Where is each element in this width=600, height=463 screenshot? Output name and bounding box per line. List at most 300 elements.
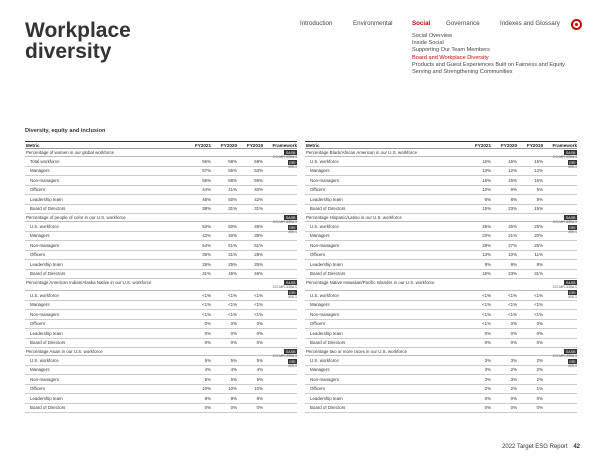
subnav-social-overview[interactable]: Social Overview — [412, 33, 453, 39]
gri-code: 405-1 — [567, 165, 577, 169]
row-label: Leadership team — [310, 196, 343, 202]
row-value-fy2021: 8% — [484, 261, 491, 267]
gri-code: 405-1 — [287, 364, 297, 368]
row-value-fy2020: 21% — [508, 233, 517, 239]
table-row — [25, 366, 297, 376]
row-value-fy2019: 42% — [254, 196, 263, 202]
table-row — [25, 195, 297, 205]
row-value-fy2020: 50% — [228, 223, 237, 229]
framework-badges — [543, 215, 577, 240]
row-value-fy2019: 0% — [536, 321, 543, 327]
table-row — [25, 301, 297, 311]
row-value-fy2019: 0% — [536, 330, 543, 336]
table-row — [305, 310, 577, 320]
gri-code: 405-1 — [567, 364, 577, 368]
gri-badge: GRI — [569, 225, 576, 230]
row-label: Non-managers — [30, 242, 60, 248]
row-value-fy2020: 0% — [510, 330, 517, 336]
row-value-fy2021: 44% — [202, 187, 211, 193]
row-label: Officers — [30, 252, 46, 258]
nav-environmental[interactable]: Environmental — [353, 20, 393, 27]
sasb-badge: SASB — [565, 349, 576, 354]
row-value-fy2019: 0% — [536, 405, 543, 411]
table-row — [305, 222, 577, 232]
row-value-fy2019: 8% — [256, 395, 263, 401]
table-row — [305, 385, 577, 395]
row-value-fy2021: 15% — [482, 271, 491, 277]
table-row — [305, 329, 577, 339]
row-value-fy2021: 10% — [202, 386, 211, 392]
table-row — [25, 167, 297, 177]
left-table — [25, 141, 297, 413]
row-value-fy2020: 40% — [228, 233, 237, 239]
section-title: Diversity, equity and inclusion — [25, 128, 106, 134]
row-value-fy2020: 3% — [510, 357, 517, 363]
page-title-line2: diversity — [25, 40, 112, 63]
row-value-fy2020: 31% — [228, 206, 237, 212]
row-label: U.S. workforce — [30, 357, 59, 363]
table-row — [305, 241, 577, 251]
row-label: Managers — [30, 302, 50, 308]
row-value-fy2019: 25% — [254, 261, 263, 267]
sasb-badge: SASB — [285, 215, 296, 220]
row-value-fy2019: <1% — [534, 292, 543, 298]
gri-code: 405-1 — [567, 230, 577, 234]
row-value-fy2020: 0% — [230, 330, 237, 336]
row-value-fy2019: 46% — [254, 271, 263, 277]
row-label: Managers — [30, 233, 50, 239]
row-label: Managers — [310, 302, 330, 308]
sasb-badge: SASB — [285, 349, 296, 354]
row-value-fy2021: <1% — [482, 292, 491, 298]
group-heading-text: Percentage of women in our global workforce — [26, 150, 115, 155]
row-value-fy2019: 12% — [534, 168, 543, 174]
row-value-fy2020: 0% — [230, 321, 237, 327]
row-label: Officers — [310, 321, 326, 327]
row-value-fy2021: 3% — [484, 357, 491, 363]
row-label: Non-managers — [30, 311, 60, 317]
row-value-fy2021: 15% — [482, 206, 491, 212]
row-value-fy2020: 8% — [510, 261, 517, 267]
framework-badges — [543, 349, 577, 374]
row-value-fy2020: 3% — [510, 376, 517, 382]
row-value-fy2019: 1% — [536, 386, 543, 392]
header-fy2019: FY2019 — [526, 142, 543, 148]
table-row — [305, 205, 577, 215]
gri-badge: GRI — [289, 225, 296, 230]
row-value-fy2019: 10% — [254, 386, 263, 392]
row-label: Leadership team — [30, 261, 63, 267]
framework-badges — [543, 280, 577, 305]
table-row — [25, 291, 297, 301]
group-heading — [25, 279, 297, 299]
row-label: Non-managers — [310, 242, 340, 248]
subnav-communities[interactable]: Serving and Strengthening Communities — [412, 69, 513, 76]
row-value-fy2020: <1% — [508, 302, 517, 308]
row-value-fy2020: 5% — [230, 376, 237, 382]
row-value-fy2019: 8% — [536, 196, 543, 202]
sub-nav — [412, 33, 565, 76]
header-fy2019: FY2019 — [246, 142, 263, 148]
row-value-fy2020: 23% — [508, 206, 517, 212]
row-value-fy2020: 0% — [510, 395, 517, 401]
table-row — [305, 157, 577, 167]
nav-indexes-glossary[interactable]: Indexes and Glossary — [500, 20, 560, 27]
header-fy2021: FY2021 — [194, 142, 211, 148]
row-value-fy2020: 8% — [510, 196, 517, 202]
row-value-fy2019: 2% — [536, 357, 543, 363]
row-value-fy2021: 43% — [202, 233, 211, 239]
row-value-fy2021: 0% — [204, 340, 211, 346]
framework-badges — [263, 150, 297, 175]
row-value-fy2019: 5% — [256, 357, 263, 363]
row-value-fy2019: 0% — [536, 340, 543, 346]
row-label: Non-managers — [310, 376, 340, 382]
row-value-fy2020: <1% — [508, 311, 517, 317]
table-row — [25, 157, 297, 167]
row-value-fy2020: 41% — [228, 187, 237, 193]
row-value-fy2021: 0% — [484, 340, 491, 346]
row-value-fy2020: 15% — [508, 177, 517, 183]
row-label: Non-managers — [310, 311, 340, 317]
row-value-fy2019: 0% — [256, 340, 263, 346]
framework-badges — [263, 280, 297, 305]
row-value-fy2021: 16% — [482, 158, 491, 164]
row-value-fy2020: 2% — [510, 386, 517, 392]
row-label: Non-managers — [310, 177, 340, 183]
table-row — [25, 385, 297, 395]
row-value-fy2019: 0% — [256, 330, 263, 336]
table-row — [25, 375, 297, 385]
row-value-fy2020: 58% — [228, 177, 237, 183]
row-value-fy2020: 9% — [510, 187, 517, 193]
row-value-fy2021: 13% — [482, 252, 491, 258]
sasb-code: CG-MR-330a.1 — [552, 285, 577, 289]
row-value-fy2019: 4% — [256, 367, 263, 373]
row-value-fy2020: 23% — [508, 271, 517, 277]
table-row — [25, 241, 297, 251]
row-value-fy2019: 2% — [536, 367, 543, 373]
group-heading-text: Percentage Black/African American in our U.S. workforce — [306, 150, 418, 155]
right-table — [305, 141, 577, 413]
group-heading-text: Percentage Asian in our U.S. workforce — [26, 349, 103, 354]
table-row — [305, 186, 577, 196]
row-value-fy2020: 31% — [228, 252, 237, 258]
row-value-fy2020: 2% — [510, 367, 517, 373]
row-value-fy2020: 0% — [510, 405, 517, 411]
row-value-fy2019: 25% — [534, 242, 543, 248]
gri-badge: GRI — [569, 359, 576, 364]
row-label: Leadership team — [30, 330, 63, 336]
row-value-fy2019: 25% — [534, 223, 543, 229]
framework-badges — [263, 215, 297, 240]
page-title — [25, 20, 131, 62]
group-heading-text: Percentage Hispanic/Latino in our U.S. workforce — [306, 215, 402, 220]
gri-badge: GRI — [289, 290, 296, 295]
table-row — [305, 394, 577, 404]
table-row — [25, 251, 297, 261]
row-value-fy2021: 56% — [202, 158, 211, 164]
gri-badge: GRI — [569, 290, 576, 295]
target-logo-icon[interactable] — [571, 19, 582, 30]
table-row — [25, 176, 297, 186]
row-value-fy2021: 31% — [202, 271, 211, 277]
row-label: Officers — [310, 386, 326, 392]
sasb-code: CG-MR-330a.1 — [272, 220, 297, 224]
row-value-fy2021: 3% — [484, 367, 491, 373]
row-value-fy2020: <1% — [228, 292, 237, 298]
row-value-fy2021: 23% — [482, 233, 491, 239]
row-label: Non-managers — [30, 376, 60, 382]
header-fy2020: FY2020 — [220, 142, 237, 148]
row-value-fy2020: 5% — [230, 357, 237, 363]
row-value-fy2019: 58% — [254, 158, 263, 164]
table-row — [305, 260, 577, 270]
row-value-fy2020: 0% — [230, 340, 237, 346]
row-value-fy2019: <1% — [254, 302, 263, 308]
row-label: U.S. workforce — [310, 292, 339, 298]
group-heading-text: Percentage of people of color in our U.S. workforce — [26, 215, 126, 220]
footer-label: 2022 Target ESG Report — [502, 444, 568, 450]
subnav-board-diversity[interactable]: Board and Workplace Diversity — [412, 54, 489, 61]
header-framework: Framework — [272, 142, 297, 148]
sasb-code: CG-MR-330a.1 — [552, 220, 577, 224]
table-row — [305, 176, 577, 186]
row-value-fy2019: 28% — [254, 252, 263, 258]
row-label: Leadership team — [310, 330, 343, 336]
row-value-fy2021: 13% — [482, 168, 491, 174]
sasb-code: CG-MR-330a.1 — [272, 354, 297, 358]
subnav-supporting-team[interactable]: Supporting Our Team Members — [412, 47, 490, 54]
row-value-fy2019: 51% — [254, 242, 263, 248]
table-row — [305, 375, 577, 385]
row-label: Leadership team — [30, 395, 63, 401]
row-value-fy2021: 57% — [202, 168, 211, 174]
nav-governance[interactable]: Governance — [446, 20, 480, 27]
row-value-fy2021: 0% — [204, 330, 211, 336]
row-value-fy2021: <1% — [202, 302, 211, 308]
row-label: Officers — [310, 252, 326, 258]
row-value-fy2020: 0% — [510, 340, 517, 346]
table-header — [25, 141, 297, 149]
row-value-fy2021: 8% — [204, 395, 211, 401]
row-value-fy2019: 5% — [536, 187, 543, 193]
table-row — [25, 222, 297, 232]
group-heading-text: Percentage American Indian/Alaska Native in our U.S. workforce — [26, 280, 152, 285]
row-value-fy2021: 10% — [482, 187, 491, 193]
gri-code: 405-1 — [287, 295, 297, 299]
sasb-code: CG-MR-330a.1 — [552, 155, 577, 159]
row-value-fy2021: 28% — [482, 242, 491, 248]
row-label: Board of Directors — [310, 271, 346, 277]
table-row — [25, 260, 297, 270]
row-value-fy2019: <1% — [534, 302, 543, 308]
row-value-fy2019: 39% — [254, 233, 263, 239]
row-value-fy2021: <1% — [202, 311, 211, 317]
row-value-fy2020: <1% — [228, 311, 237, 317]
row-label: Managers — [310, 367, 330, 373]
table-row — [305, 301, 577, 311]
table-row — [25, 329, 297, 339]
table-row — [305, 404, 577, 414]
nav-social[interactable]: Social — [412, 20, 431, 27]
row-value-fy2019: 31% — [534, 271, 543, 277]
framework-badges — [263, 349, 297, 374]
subnav-inside-social[interactable]: Inside Social — [412, 40, 444, 47]
row-label: U.S. workforce — [30, 292, 59, 298]
row-label: U.S. workforce — [310, 223, 339, 229]
row-label: Managers — [310, 168, 330, 174]
sasb-badge: SASB — [285, 150, 296, 155]
row-value-fy2021: 35% — [202, 252, 211, 258]
row-value-fy2019: 16% — [534, 177, 543, 183]
row-label: Leadership team — [30, 196, 63, 202]
row-value-fy2021: <1% — [482, 302, 491, 308]
table-row — [305, 366, 577, 376]
sasb-code: CG-MR-330a.1 — [272, 285, 297, 289]
table-row — [305, 339, 577, 349]
row-value-fy2021: 53% — [202, 223, 211, 229]
sasb-code: CG-MR-330a.1 — [272, 155, 297, 159]
row-value-fy2019: 59% — [254, 177, 263, 183]
table-row — [305, 291, 577, 301]
row-value-fy2020: 50% — [228, 196, 237, 202]
gri-badge: GRI — [289, 160, 296, 165]
row-value-fy2020: 4% — [230, 367, 237, 373]
table-row — [305, 320, 577, 330]
row-value-fy2019: 0% — [256, 321, 263, 327]
row-value-fy2020: 0% — [230, 405, 237, 411]
group-heading-text: Percentage two or more races in our U.S. workforce — [306, 349, 408, 354]
row-value-fy2020: 51% — [228, 242, 237, 248]
sasb-code: CG-MR-330a.1 — [552, 354, 577, 358]
row-value-fy2021: 38% — [202, 206, 211, 212]
row-value-fy2019: <1% — [534, 311, 543, 317]
row-value-fy2021: 4% — [204, 367, 211, 373]
row-value-fy2021: 0% — [484, 405, 491, 411]
table-row — [25, 310, 297, 320]
row-value-fy2021: 8% — [484, 196, 491, 202]
row-value-fy2021: 46% — [202, 196, 211, 202]
row-label: Board of Directors — [30, 340, 66, 346]
row-label: Board of Directors — [310, 206, 346, 212]
row-value-fy2021: 26% — [482, 223, 491, 229]
table-row — [25, 186, 297, 196]
row-value-fy2020: 12% — [508, 168, 517, 174]
row-value-fy2019: 0% — [256, 405, 263, 411]
header-metric: Metric — [306, 142, 320, 148]
table-row — [305, 167, 577, 177]
table-row — [305, 195, 577, 205]
sasb-badge: SASB — [565, 280, 576, 285]
row-value-fy2020: 15% — [508, 158, 517, 164]
table-row — [305, 356, 577, 366]
row-label: Managers — [30, 367, 50, 373]
header-fy2020: FY2020 — [500, 142, 517, 148]
row-value-fy2019: 20% — [534, 233, 543, 239]
row-value-fy2019: 2% — [536, 376, 543, 382]
row-value-fy2021: 0% — [204, 321, 211, 327]
gri-code: 405-1 — [287, 230, 297, 234]
row-label: Managers — [310, 233, 330, 239]
table-header — [305, 141, 577, 149]
row-value-fy2021: 0% — [204, 405, 211, 411]
row-label: Total workforce — [30, 158, 60, 164]
row-value-fy2020: <1% — [508, 292, 517, 298]
page-title-line1: Workplace — [25, 19, 131, 42]
gri-code: 405-1 — [567, 295, 577, 299]
row-value-fy2019: 31% — [254, 206, 263, 212]
row-label: Officers — [30, 386, 46, 392]
table-row — [25, 339, 297, 349]
row-value-fy2019: 0% — [536, 395, 543, 401]
table-row — [305, 251, 577, 261]
row-value-fy2019: 8% — [536, 261, 543, 267]
row-value-fy2020: 26% — [508, 223, 517, 229]
row-label: Managers — [30, 168, 50, 174]
group-heading — [305, 279, 577, 299]
row-value-fy2020: 10% — [228, 386, 237, 392]
subnav-products-guest[interactable]: Products and Guest Experiences Built on Fairness and Equity — [412, 61, 565, 68]
header-framework: Framework — [552, 142, 577, 148]
row-value-fy2021: 25% — [202, 261, 211, 267]
gri-badge: GRI — [289, 359, 296, 364]
row-label: Leadership team — [310, 261, 343, 267]
header-fy2021: FY2021 — [474, 142, 491, 148]
table-row — [25, 270, 297, 280]
row-value-fy2019: 49% — [254, 223, 263, 229]
table-row — [25, 205, 297, 215]
row-value-fy2021: 3% — [484, 376, 491, 382]
row-label: U.S. workforce — [310, 357, 339, 363]
row-value-fy2021: 5% — [204, 357, 211, 363]
gri-badge: GRI — [569, 160, 576, 165]
row-label: Officers — [310, 187, 326, 193]
row-label: Board of Directors — [310, 405, 346, 411]
row-value-fy2021: 0% — [484, 395, 491, 401]
footer — [502, 444, 580, 450]
row-label: Non-managers — [30, 177, 60, 183]
sasb-badge: SASB — [285, 280, 296, 285]
page-number: 42 — [573, 444, 580, 450]
row-value-fy2021: 56% — [202, 177, 211, 183]
row-label: U.S. workforce — [30, 223, 59, 229]
row-value-fy2020: 0% — [510, 321, 517, 327]
row-value-fy2021: 5% — [204, 376, 211, 382]
row-value-fy2021: 54% — [202, 242, 211, 248]
table-row — [25, 404, 297, 414]
row-value-fy2020: 27% — [508, 242, 517, 248]
row-label: U.S. workforce — [310, 158, 339, 164]
row-label: Officers — [30, 187, 46, 193]
row-value-fy2021: 0% — [484, 330, 491, 336]
table-row — [305, 270, 577, 280]
row-value-fy2021: 2% — [484, 386, 491, 392]
nav-introduction[interactable]: Introduction — [300, 20, 333, 27]
row-value-fy2021: <1% — [482, 311, 491, 317]
table-row — [25, 320, 297, 330]
row-label: Board of Directors — [30, 206, 66, 212]
row-label: Board of Directors — [310, 340, 346, 346]
sasb-badge: SASB — [565, 150, 576, 155]
row-value-fy2021: <1% — [482, 321, 491, 327]
row-label: Leadership team — [310, 395, 343, 401]
row-value-fy2019: 53% — [254, 168, 263, 174]
row-value-fy2019: 40% — [254, 187, 263, 193]
row-value-fy2019: 15% — [534, 206, 543, 212]
gri-code: 405-1 — [287, 165, 297, 169]
row-label: Board of Directors — [30, 405, 66, 411]
